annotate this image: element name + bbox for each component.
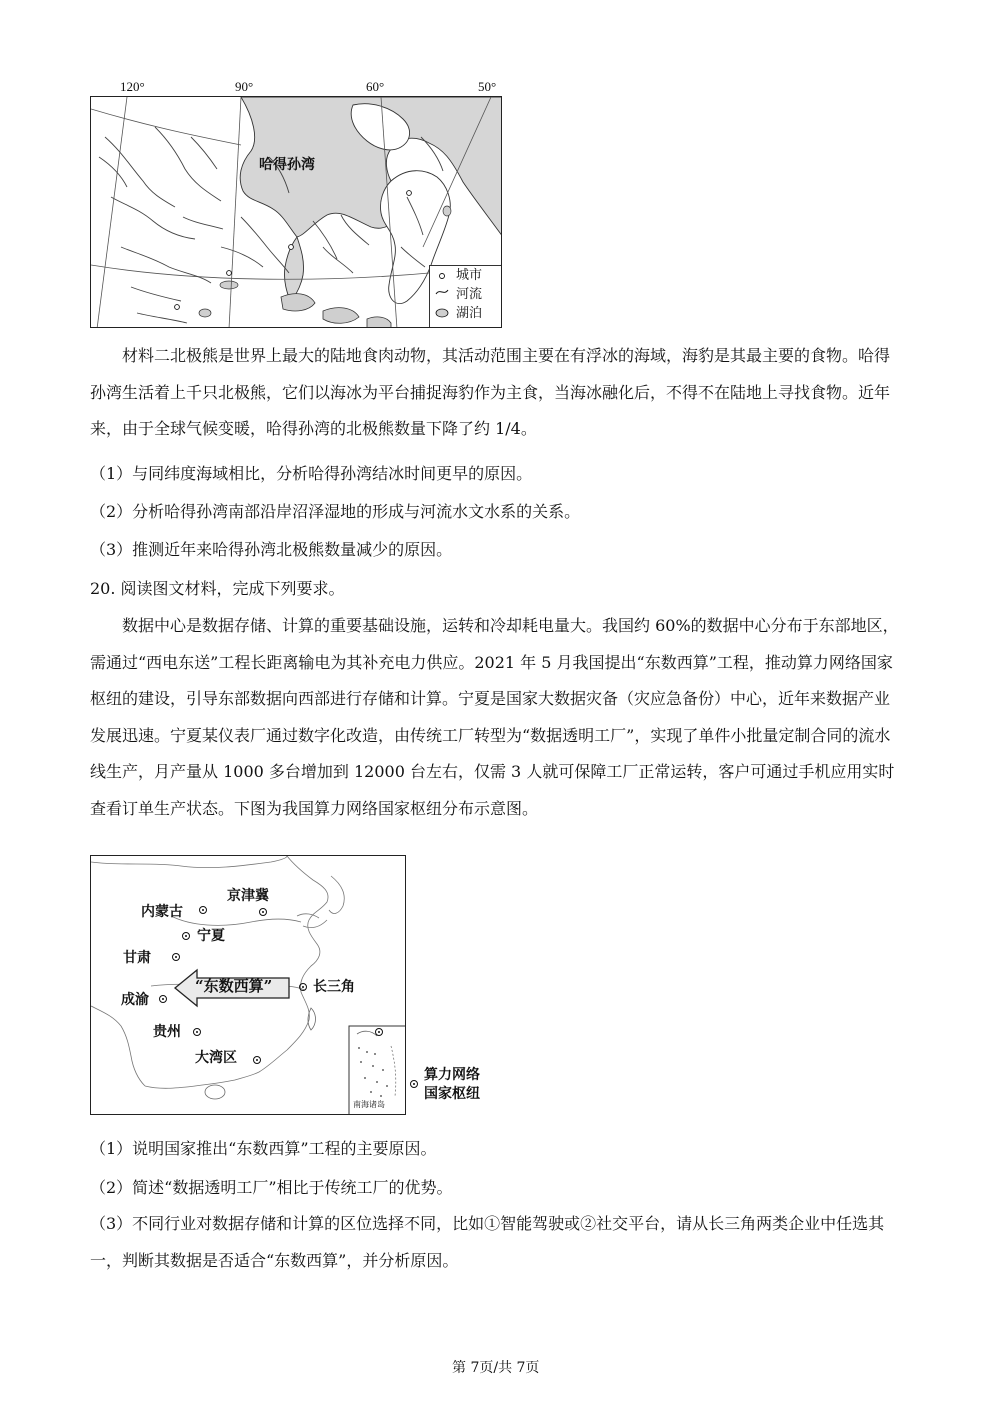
map1-legend: [429, 265, 502, 328]
hudson-bay-label: 哈得孙湾: [259, 157, 315, 173]
inset-label: 南海诸岛: [353, 1100, 385, 1109]
q20-question-2: （2）简述“数据透明工厂”相比于传统工厂的优势。: [90, 1178, 453, 1197]
hub-marker: [375, 1028, 383, 1036]
hub-label-neimenggu: 内蒙古: [141, 904, 183, 920]
hub-marker: [259, 908, 267, 916]
hub-label-changsanjiao: 长三角: [313, 979, 355, 995]
legend-lake-label: 湖泊: [456, 306, 483, 321]
hub-marker: [182, 932, 190, 940]
hub-marker: [253, 1056, 261, 1064]
legend-river-label: 河流: [456, 287, 483, 302]
hub-label-dawanqu: 大湾区: [195, 1050, 237, 1066]
hub-marker: [172, 953, 180, 961]
page-footer: 第 7页/共 7页: [452, 1360, 540, 1376]
hub-label-chengyu: 成渝: [121, 992, 149, 1008]
hub-label-gansu: 甘肃: [123, 950, 151, 966]
hub-marker: [159, 995, 167, 1003]
legend-hub-marker: [410, 1080, 418, 1088]
hub-marker: [299, 983, 307, 991]
question-20-title: 20. 阅读图文材料，完成下列要求。: [90, 579, 345, 598]
arrow-label: “东数西算”: [195, 977, 273, 995]
longitude-label: 60°: [366, 79, 385, 94]
longitude-label: 50°: [478, 79, 497, 94]
legend-hub-label-2: 国家枢纽: [424, 1086, 480, 1102]
compute-hub-map: [90, 855, 406, 1115]
q20-question-1: （1）说明国家推出“东数西算”工程的主要原因。: [90, 1139, 437, 1158]
question-2: （2）分析哈得孙湾南部沿岸沼泽湿地的形成与河流水文水系的关系。: [90, 502, 581, 521]
material2-paragraph: 材料二北极熊是世界上最大的陆地食肉动物，其活动范围主要在有浮冰的海域，海豹是其最主要的食物。哈得孙湾生活着上千只北极熊，它们以海冰为平台捕捉海豹作为主食，当海冰融化后，不得不在陆地上寻找食物。近年来，由于全球气候变暖，哈得孙湾的北极熊数量下降了约 1/4。: [90, 346, 891, 438]
hudson-bay-map-frame: [90, 96, 502, 328]
question-3: （3）推测近年来哈得孙湾北极熊数量减少的原因。: [90, 540, 453, 559]
legend-hub-label-1: 算力网络: [424, 1067, 480, 1083]
hub-label-jingjinji: 京津冀: [227, 888, 269, 904]
hub-label-ningxia: 宁夏: [197, 928, 225, 944]
hub-marker: [193, 1028, 201, 1036]
question-20-paragraph: 数据中心是数据存储、计算的重要基础设施，运转和冷却耗电量大。我国约 60%的数据中心分布于东部地区，需通过“西电东送”工程长距离输电为其补充电力供应。2021 年 5 月我国提出“东数西算”工程，推动算力网络国家枢纽的建设，引导东部数据向西部进行存储和计算。宁夏是国家大数据灾备（灾应急备份）中心，近年来数据产业发展迅速。宁夏某仪表厂通过数字化改造，由传统工厂转型为“数据透明工厂”，实现了单件小批量定制合同的流水线生产，月产量从 1000 多台增加到 12000 台左右，仅需 3 人就可保障工厂正常运转，客户可通过手机应用实时查看订单生产状态。下图为我国算力网络国家枢纽分布示意图。: [90, 616, 899, 818]
longitude-label: 90°: [235, 79, 254, 94]
longitude-label: 120°: [120, 79, 145, 94]
question-1: （1）与同纬度海域相比，分析哈得孙湾结冰时间更早的原因。: [90, 464, 533, 483]
hub-marker: [199, 906, 207, 914]
q20-question-3: （3）不同行业对数据存储和计算的区位选择不同，比如①智能驾驶或②社交平台，请从长三角两类企业中任选其一，判断其数据是否适合“东数西算”，并分析原因。: [90, 1214, 885, 1270]
hub-label-guizhou: 贵州: [153, 1024, 181, 1040]
legend-city-label: 城市: [456, 268, 483, 283]
